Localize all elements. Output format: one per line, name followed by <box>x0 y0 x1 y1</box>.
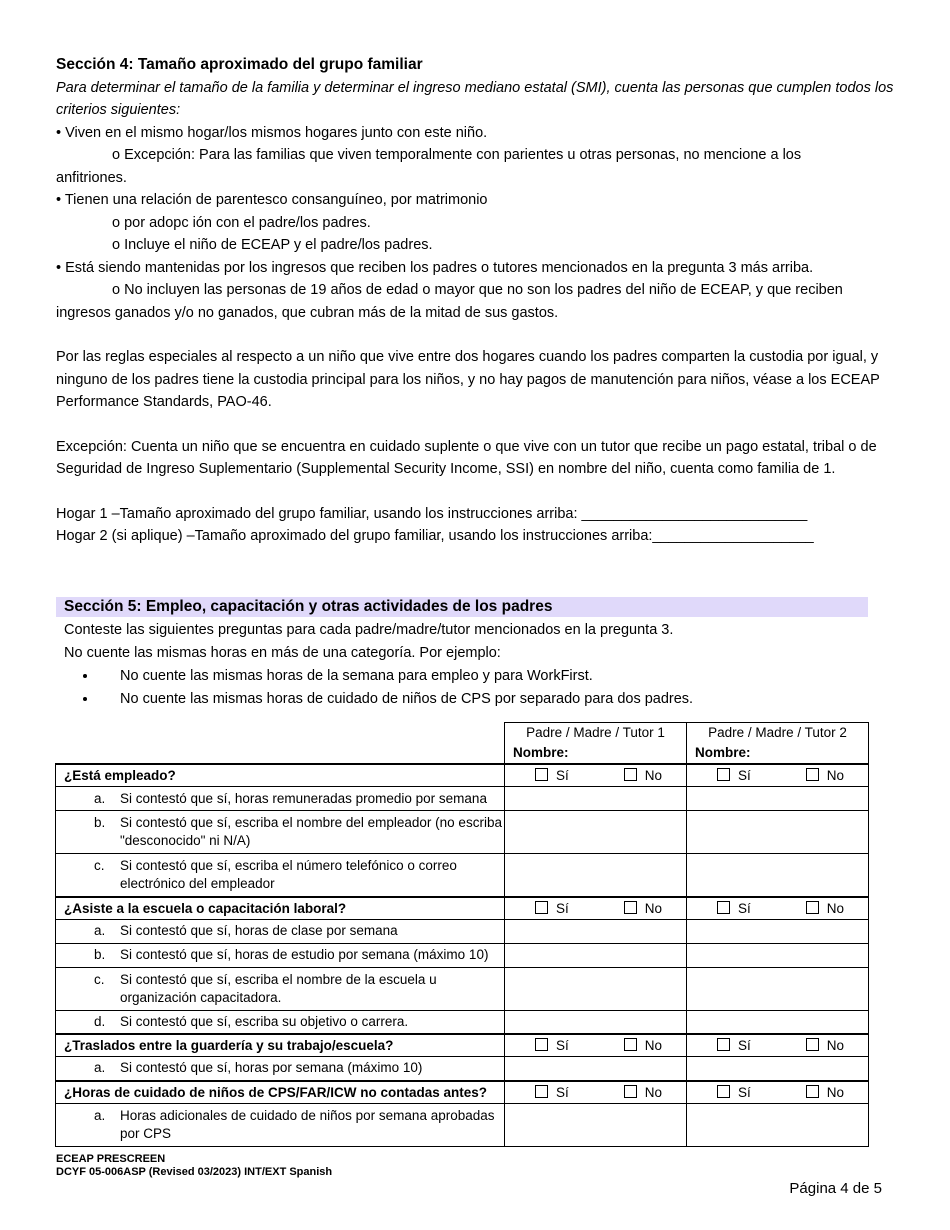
p1-employed-yes[interactable]: Sí <box>535 768 569 783</box>
section4 <box>56 54 921 548</box>
p1-q2a-input[interactable] <box>505 919 687 943</box>
question-cps: ¿Horas de cuidado de niños de CPS/FAR/ICW no contadas antes? <box>56 1081 505 1104</box>
table-row: a. Si contestó que sí, horas por semana (máximo 10) <box>56 1057 869 1081</box>
p2-employed-yes[interactable]: Sí <box>717 768 751 783</box>
p1-employed-no[interactable]: No <box>624 768 662 783</box>
criterion-2-sub1: o por adopc ión con el padre/los padres. <box>112 214 371 231</box>
table-row: c. Si contestó que sí, escriba el número telefónico o correo electrónico del empleador <box>56 854 869 897</box>
parent-1-name-field[interactable]: Nombre: <box>513 745 569 760</box>
p1-cps-yes[interactable]: Sí <box>535 1085 569 1100</box>
p2-school-yes[interactable]: Sí <box>717 901 751 916</box>
table-header-row <box>56 723 869 765</box>
q1b-text: Si contestó que sí, escriba el nombre del empleador (no escriba "desconocido" ni N/A) <box>120 815 502 848</box>
q2b-text: Si contestó que sí, horas de estudio por semana (máximo 10) <box>120 947 489 962</box>
section5-bullet-1: • No cuente las mismas horas de la semana para empleo y para WorkFirst. <box>98 665 868 688</box>
section4-title: Sección 4: Tamaño aproximado del grupo familiar <box>56 56 423 73</box>
section5-bullet-2: • No cuente las mismas horas de cuidado de niños de CPS por separado para dos padres. <box>98 688 868 711</box>
p1-q1b-input[interactable] <box>505 811 687 854</box>
page-number: Página 4 de 5 <box>789 1180 882 1197</box>
p2-q3a-input[interactable] <box>687 1057 869 1081</box>
hogar-2-field[interactable]: Hogar 2 (si aplique) –Tamaño aproximado del grupo familiar, usando los instrucciones arriba:____________________ <box>56 528 814 544</box>
p1-school-no[interactable]: No <box>624 901 662 916</box>
p2-school-no[interactable]: No <box>806 901 844 916</box>
section5-line2: No cuente las mismas horas en más de una categoría. Por ejemplo: <box>64 645 501 661</box>
table-row: a. Horas adicionales de cuidado de niños por semana aprobadas por CPS <box>56 1103 869 1146</box>
criterion-3: • Está siendo mantenidas por los ingresos que reciben los padres o tutores mencionados en la pregunta 3 más arriba. <box>56 259 814 276</box>
p1-q2b-input[interactable] <box>505 943 687 967</box>
q2a-text: Si contestó que sí, horas de clase por semana <box>120 923 398 938</box>
p2-commute-yes[interactable]: Sí <box>717 1038 751 1053</box>
parent-1-header: Padre / Madre / Tutor 1 Nombre: <box>505 723 687 765</box>
q2d-text: Si contestó que sí, escriba su objetivo o carrera. <box>120 1013 409 1029</box>
criterion-1-sub: o Excepción: Para las familias que viven temporalmente con parientes u otras personas, no mencione a los <box>112 147 802 163</box>
footer-form-name: ECEAP PRESCREEN <box>56 1153 166 1165</box>
parent-2-header: Padre / Madre / Tutor 2 Nombre: <box>687 723 869 765</box>
criterion-3-sub: o No incluyen las personas de 19 años de edad o mayor que no son los padres del niño de ECEAP, y que reciben <box>112 282 843 298</box>
p1-cps-no[interactable]: No <box>624 1085 662 1100</box>
p2-q1a-input[interactable] <box>687 787 869 811</box>
p2-commute-no[interactable]: No <box>806 1038 844 1053</box>
rules-paragraph: Por las reglas especiales al respecto a un niño que vive entre dos hogares cuando los padres comparten la custodia por igual, y ninguno de los padres tiene la custodia principal para los niños, y no hay pagos de manutención para niños, véase a los ECEAP Performance Standards, PAO-46. <box>56 349 880 410</box>
q3a-text: Si contestó que sí, horas por semana (máximo 10) <box>120 1060 423 1076</box>
table-row: b. Si contestó que sí, escriba el nombre del empleador (no escriba "desconocido" ni N/A) <box>56 811 869 854</box>
p1-q1a-input[interactable] <box>505 787 687 811</box>
criterion-3-cont: ingresos ganados y/o no ganados, que cubran más de la mitad de sus gastos. <box>56 304 559 321</box>
table-row <box>56 1081 869 1104</box>
section5-instructions <box>64 619 868 711</box>
table-row: a. Si contestó que sí, horas de clase por semana <box>56 919 869 943</box>
p2-q2a-input[interactable] <box>687 919 869 943</box>
q1a-text: Si contestó que sí, horas remuneradas promedio por semana <box>120 790 487 806</box>
parent-2-name-field[interactable]: Nombre: <box>695 745 751 760</box>
q4a-text: Horas adicionales de cuidado de niños por semana aprobadas por CPS <box>120 1107 495 1141</box>
p2-q2c-input[interactable] <box>687 967 869 1010</box>
q1c-text: Si contestó que sí, escriba el número telefónico o correo electrónico del empleador <box>120 857 457 891</box>
p1-q1c-input[interactable] <box>505 854 687 897</box>
table-row: c. Si contestó que sí, escriba el nombre de la escuela u organización capacitadora. <box>56 967 869 1010</box>
p1-school-yes[interactable]: Sí <box>535 901 569 916</box>
table-row <box>56 1034 869 1057</box>
p1-q3a-input[interactable] <box>505 1057 687 1081</box>
p2-q4a-input[interactable] <box>687 1103 869 1146</box>
p1-q2c-input[interactable] <box>505 967 687 1010</box>
footer-form-id: DCYF 05-006ASP (Revised 03/2023) INT/EXT Spanish <box>56 1166 333 1178</box>
p1-q2d-input[interactable] <box>505 1010 687 1034</box>
q2c-text: Si contestó que sí, escriba el nombre de la escuela u organización capacitadora. <box>120 971 437 1005</box>
table-row: b. Si contestó que sí, horas de estudio por semana (máximo 10) <box>56 943 869 967</box>
question-employed: ¿Está empleado? <box>56 764 505 787</box>
p2-employed-no[interactable]: No <box>806 768 844 783</box>
criterion-1-cont: anfitriones. <box>56 169 127 186</box>
section4-intro: Para determinar el tamaño de la familia y determinar el ingreso mediano estatal (SMI), cuenta las personas que cumplen todos los criterios siguientes: <box>56 79 894 118</box>
p2-q2d-input[interactable] <box>687 1010 869 1034</box>
exception-paragraph: Excepción: Cuenta un niño que se encuentra en cuidado suplente o que vive con un tutor que recibe un pago estatal, tribal o de Seguridad de Ingreso Suplementario (Supplemental Security Income, SSI) en nombre del niño, cuenta como familia de 1. <box>56 438 877 477</box>
question-commute: ¿Traslados entre la guardería y su trabajo/escuela? <box>56 1034 505 1057</box>
criterion-2-sub2: o Incluye el niño de ECEAP y el padre/los padres. <box>112 237 433 253</box>
table-row <box>56 897 869 920</box>
section5-line1: Conteste las siguientes preguntas para cada padre/madre/tutor mencionados en la pregunta 3. <box>64 622 674 638</box>
table-row: d. Si contestó que sí, escriba su objetivo o carrera. <box>56 1010 869 1034</box>
p2-cps-no[interactable]: No <box>806 1085 844 1100</box>
criterion-2: • Tienen una relación de parentesco consanguíneo, por matrimonio <box>56 192 488 208</box>
hogar-1-field[interactable]: Hogar 1 –Tamaño aproximado del grupo familiar, usando los instrucciones arriba: ____________________________ <box>56 505 808 522</box>
p2-q1c-input[interactable] <box>687 854 869 897</box>
table-row <box>56 764 869 787</box>
table-row: a. Si contestó que sí, horas remuneradas promedio por semana <box>56 787 869 811</box>
p2-cps-yes[interactable]: Sí <box>717 1085 751 1100</box>
p1-commute-yes[interactable]: Sí <box>535 1038 569 1053</box>
criterion-1: • Viven en el mismo hogar/los mismos hogares junto con este niño. <box>56 124 488 141</box>
p1-q4a-input[interactable] <box>505 1103 687 1146</box>
activities-table <box>55 722 869 1147</box>
question-school: ¿Asiste a la escuela o capacitación laboral? <box>56 897 505 920</box>
p2-q2b-input[interactable] <box>687 943 869 967</box>
p2-q1b-input[interactable] <box>687 811 869 854</box>
section5-title: Sección 5: Empleo, capacitación y otras actividades de los padres <box>56 597 868 617</box>
p1-commute-no[interactable]: No <box>624 1038 662 1053</box>
form-footer <box>56 1153 332 1179</box>
